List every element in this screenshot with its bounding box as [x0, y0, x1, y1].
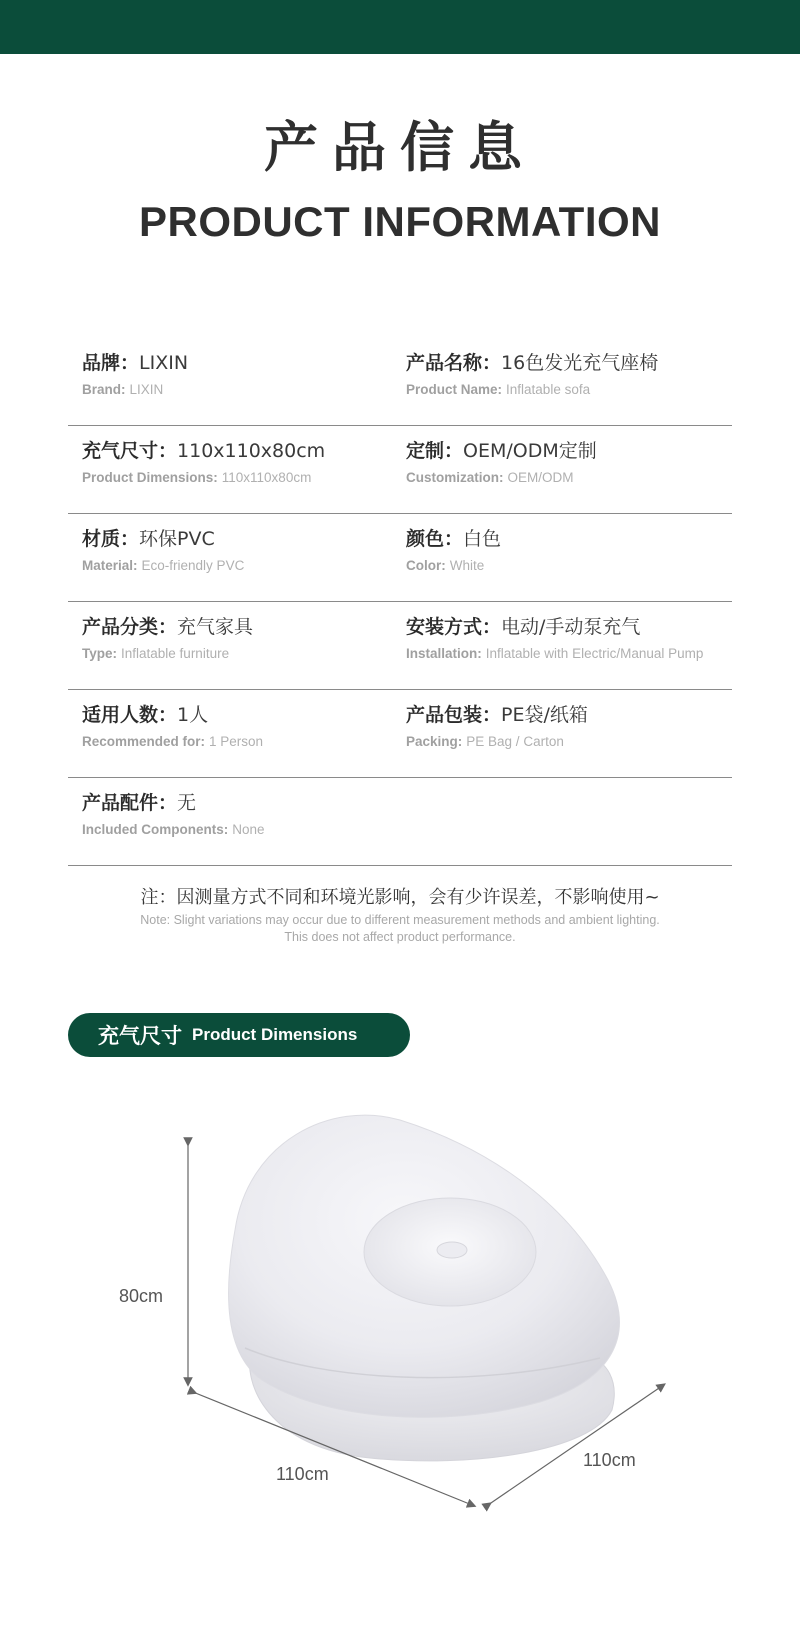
spec-key-cn: 产品包装：: [406, 704, 502, 726]
spec-key-en: Product Name:: [406, 382, 503, 397]
spec-row: [68, 778, 732, 866]
spec-value-cn: 无: [177, 792, 197, 814]
width-label: 110cm: [276, 1464, 329, 1484]
spec-value-en: 1 Person: [209, 734, 264, 749]
spec-row: [68, 426, 732, 514]
spec-key-cn: 充气尺寸：: [82, 440, 178, 462]
measurement-note-en-line2: This does not affect product performance.: [284, 929, 516, 944]
spec-item-installation: [406, 612, 736, 661]
spec-value-cn: 充气家具: [177, 616, 254, 638]
spec-value-en: LIXIN: [129, 382, 164, 397]
depth-label: 110cm: [583, 1450, 636, 1470]
spec-key-en: Material:: [82, 558, 138, 573]
spec-value-cn: OEM/ODM定制: [463, 440, 597, 462]
spec-value-en: Inflatable sofa: [506, 382, 591, 397]
spec-key-en: Recommended for:: [82, 734, 206, 749]
page-title-cn: 产品信息: [264, 116, 536, 179]
spec-item-packing: [406, 700, 736, 749]
spec-value-en: PE Bag / Carton: [466, 734, 564, 749]
spec-value-en: Inflatable with Electric/Manual Pump: [485, 646, 704, 661]
spec-value-cn: LIXIN: [139, 352, 189, 374]
sofa-shape: [229, 1115, 620, 1461]
measurement-note-cn: 注：因测量方式不同和环境光影响，会有少许误差，不影响使用~: [140, 887, 660, 908]
spec-key-en: Type:: [82, 646, 118, 661]
dimensions-badge-en: Product Dimensions: [192, 1025, 358, 1044]
spec-value-en: OEM/ODM: [507, 470, 574, 485]
spec-table: [68, 338, 732, 866]
spec-value-en: None: [232, 822, 265, 837]
spec-item-dimensions: [82, 436, 412, 485]
spec-key-cn: 品牌：: [82, 352, 140, 374]
spec-key-en: Brand:: [82, 382, 126, 397]
spec-key-cn: 定制：: [406, 440, 464, 462]
spec-item-customization: [406, 436, 736, 485]
spec-value-cn: 110x110x80cm: [177, 440, 326, 462]
spec-row: [68, 514, 732, 602]
page-title-en: PRODUCT INFORMATION: [138, 198, 661, 245]
spec-item-recommended-for: [82, 700, 412, 749]
spec-item-material: [82, 524, 412, 573]
spec-key-cn: 产品配件：: [82, 792, 178, 814]
spec-value-cn: 环保PVC: [139, 528, 215, 550]
measurement-note-en-line1: Note: Slight variations may occur due to different measurement methods and ambient lighting.: [140, 913, 660, 927]
spec-value-cn: 白色: [463, 528, 502, 550]
spec-value-cn: 16色发光充气座椅: [501, 352, 659, 374]
spec-key-en: Product Dimensions:: [82, 470, 218, 485]
spec-key-cn: 安装方式：: [406, 616, 502, 638]
top-green-band: [0, 0, 800, 54]
spec-key-cn: 颜色：: [406, 528, 464, 550]
spec-row: [68, 338, 732, 426]
spec-key-en: Customization:: [406, 470, 504, 485]
dimensions-badge-cn: 充气尺寸: [98, 1024, 182, 1048]
inflatable-sofa-image: [0, 1080, 800, 1626]
spec-key-en: Included Components:: [82, 822, 229, 837]
product-dimension-figure: [0, 1080, 800, 1626]
spec-value-en: 110x110x80cm: [221, 470, 312, 485]
spec-key-cn: 产品名称：: [406, 352, 502, 374]
spec-key-cn: 适用人数：: [82, 704, 178, 726]
spec-key-en: Color:: [406, 558, 446, 573]
spec-key-cn: 产品分类：: [82, 616, 178, 638]
spec-value-cn: 1人: [177, 704, 209, 726]
dimensions-section-badge: [68, 1013, 410, 1057]
spec-item-product-name: [406, 348, 736, 397]
spec-item-type: [82, 612, 412, 661]
spec-value-cn: PE袋/纸箱: [501, 704, 588, 726]
spec-value-en: Eco-friendly PVC: [141, 558, 245, 573]
measurement-note-en: [100, 912, 700, 945]
spec-row: [68, 602, 732, 690]
spec-value-cn: 电动/手动泵充气: [501, 616, 641, 638]
height-label: 80cm: [119, 1286, 164, 1306]
spec-item-included-components: [82, 788, 412, 837]
spec-key-cn: 材质：: [82, 528, 140, 550]
spec-row: [68, 690, 732, 778]
spec-key-en: Packing:: [406, 734, 463, 749]
spec-item-color: [406, 524, 736, 573]
spec-key-en: Installation:: [406, 646, 482, 661]
spec-item-brand: [82, 348, 412, 397]
spec-value-en: Inflatable furniture: [121, 646, 230, 661]
spec-value-en: White: [449, 558, 485, 573]
